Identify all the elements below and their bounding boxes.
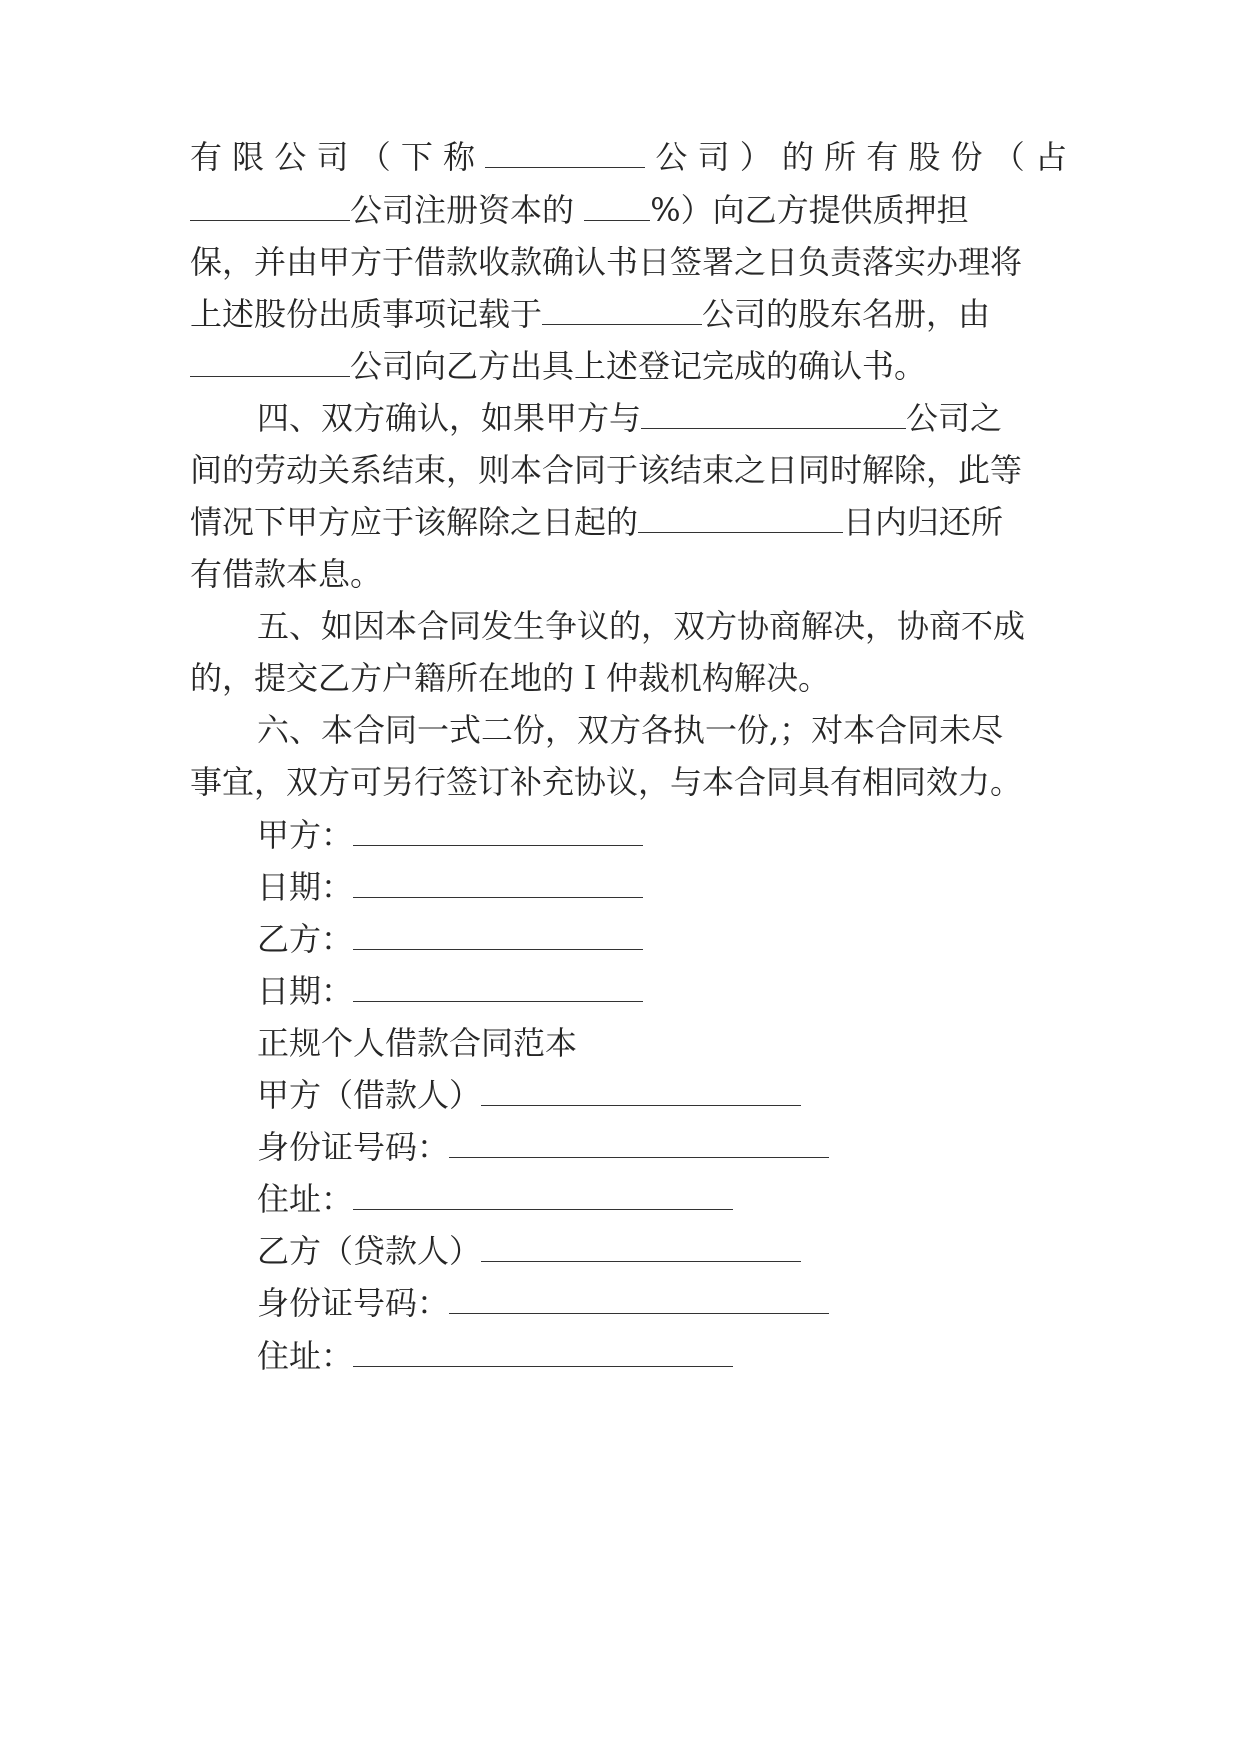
fill-in-blank[interactable] xyxy=(485,139,645,168)
text-line xyxy=(190,346,926,386)
fill-in-blank[interactable] xyxy=(584,192,650,221)
text-line xyxy=(257,1075,801,1115)
text-segment: 情况下甲方应于该解除之日起的 xyxy=(190,503,639,541)
fill-in-blank[interactable] xyxy=(353,1338,733,1367)
text-line xyxy=(190,242,1022,282)
fill-in-blank[interactable] xyxy=(353,1181,733,1210)
text-segment: 公 司 ） 的 所 有 股 份 （ 占 xyxy=(645,138,1067,176)
text-line xyxy=(257,1336,733,1376)
fill-in-blank[interactable] xyxy=(353,921,643,950)
fill-in-blank[interactable] xyxy=(542,296,702,325)
fill-in-blank[interactable] xyxy=(353,973,643,1002)
text-segment: 上述股份出质事项记载于 xyxy=(190,295,543,333)
text-segment: 乙方（贷款人） xyxy=(257,1232,482,1270)
text-line xyxy=(257,1231,801,1271)
text-segment: 六、本合同一式二份，双方各执一份,；对本合同未尽 xyxy=(257,711,1004,749)
text-segment: 甲方（借款人） xyxy=(257,1076,482,1114)
fill-in-blank[interactable] xyxy=(449,1129,829,1158)
fill-in-blank[interactable] xyxy=(481,1233,801,1262)
text-line xyxy=(257,606,1025,646)
text-segment: 日期： xyxy=(257,868,354,906)
text-line xyxy=(190,502,1003,542)
text-segment: 日期： xyxy=(257,972,354,1010)
text-segment: 保，并由甲方于借款收款确认书日签署之日负责落实办理将 xyxy=(190,243,1023,281)
text-segment: 有借款本息。 xyxy=(190,555,383,593)
text-segment: 事宜，双方可另行签订补充协议，与本合同具有相同效力。 xyxy=(190,763,1023,801)
text-segment: 乙方： xyxy=(257,920,354,958)
text-line xyxy=(257,971,643,1011)
text-line xyxy=(190,658,830,698)
text-segment: 五、如因本合同发生争议的，双方协商解决，协商不成 xyxy=(257,607,1026,645)
text-line xyxy=(257,1179,733,1219)
text-segment: 的，提交乙方户籍所在地的Ｉ仲裁机构解决。 xyxy=(190,659,831,697)
text-segment: 公司注册资本的 xyxy=(350,191,585,229)
text-segment: 住址： xyxy=(257,1337,354,1375)
text-line xyxy=(257,1023,577,1063)
text-segment: 公司向乙方出具上述登记完成的确认书。 xyxy=(350,347,927,385)
text-segment: 间的劳动关系结束，则本合同于该结束之日同时解除，此等 xyxy=(190,451,1023,489)
text-line xyxy=(257,1283,829,1323)
fill-in-blank[interactable] xyxy=(638,504,843,533)
text-line xyxy=(257,398,1002,438)
fill-in-blank[interactable] xyxy=(353,817,643,846)
fill-in-blank[interactable] xyxy=(641,400,906,429)
text-line xyxy=(257,1127,829,1167)
text-segment: 日内归还所 xyxy=(843,503,1004,541)
text-segment: 正规个人借款合同范本 xyxy=(257,1024,578,1062)
text-segment: %）向乙方提供质押担 xyxy=(650,191,969,229)
text-segment: 公司之 xyxy=(906,399,1003,437)
text-line xyxy=(190,450,1022,490)
text-line xyxy=(190,554,382,594)
text-line xyxy=(257,867,643,907)
text-segment: 身份证号码： xyxy=(257,1128,450,1166)
fill-in-blank[interactable] xyxy=(190,348,350,377)
text-segment: 公司的股东名册，由 xyxy=(702,295,991,333)
text-line xyxy=(190,294,990,334)
text-segment: 甲方： xyxy=(257,816,354,854)
fill-in-blank[interactable] xyxy=(353,869,643,898)
text-segment: 住址： xyxy=(257,1180,354,1218)
text-line xyxy=(257,919,643,959)
text-line xyxy=(257,815,643,855)
fill-in-blank[interactable] xyxy=(481,1077,801,1106)
text-line xyxy=(190,190,969,230)
fill-in-blank[interactable] xyxy=(449,1285,829,1314)
text-segment: 身份证号码： xyxy=(257,1284,450,1322)
text-segment: 有 限 公 司 （ 下 称 xyxy=(190,138,486,176)
fill-in-blank[interactable] xyxy=(190,192,350,221)
text-line xyxy=(257,710,1003,750)
text-segment: 四、双方确认，如果甲方与 xyxy=(257,399,642,437)
text-line xyxy=(190,762,1022,802)
text-line xyxy=(190,137,1067,177)
